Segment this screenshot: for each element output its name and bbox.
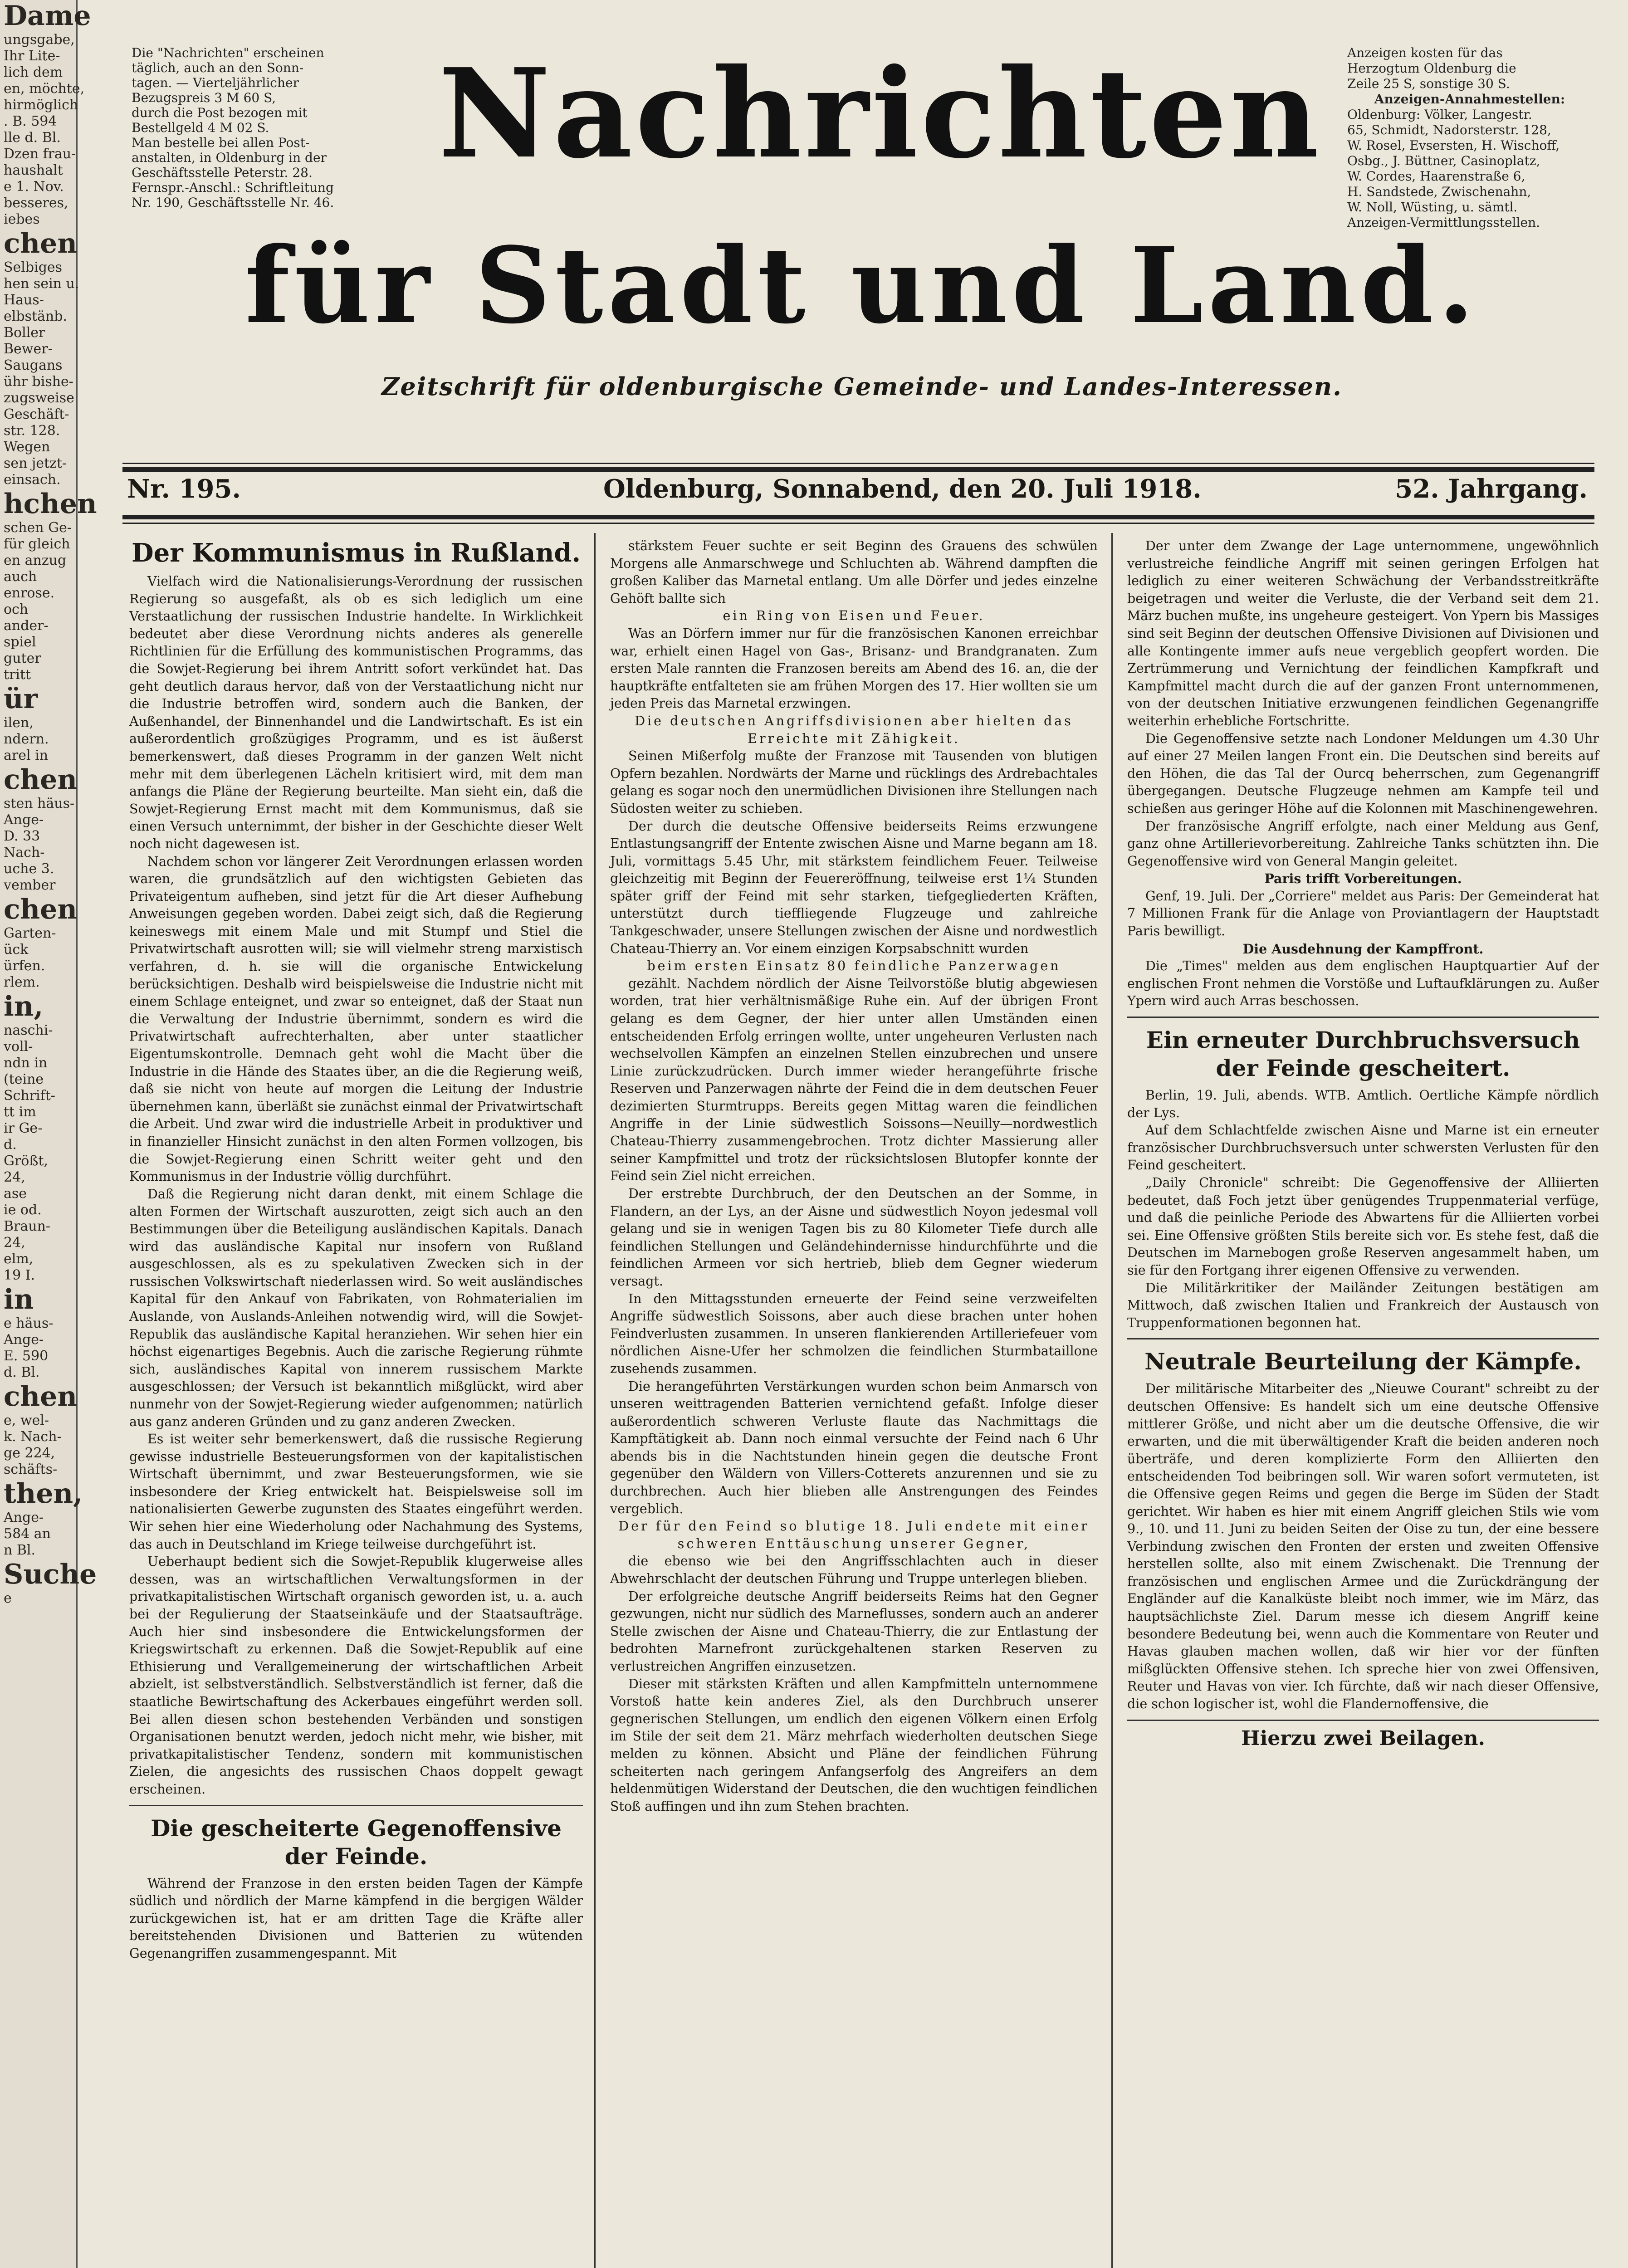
ad-office-line: Oldenburg: Völker, Langestr. xyxy=(1347,107,1532,122)
adjacent-page-fragment: 24, xyxy=(4,1235,25,1251)
ad-office-line: W. Rosel, Evsersten, H. Wischoff, xyxy=(1347,138,1560,153)
ad-price-line: Zeile 25 S, sonstige 30 S. xyxy=(1347,76,1510,91)
issue-date: Oldenburg, Sonnabend, den 20. Juli 1918. xyxy=(603,474,1202,504)
ad-office-line: 65, Schmidt, Nadorsterstr. 128, xyxy=(1347,122,1551,137)
adjacent-page-fragment: Dzen frau- xyxy=(4,146,76,162)
adjacent-page-fragment: besseres, xyxy=(4,195,68,211)
adjacent-page-fragment: chen xyxy=(4,1381,77,1413)
article-body-kommunismus xyxy=(129,573,583,1799)
header-rule-top-thick xyxy=(122,467,1594,472)
adjacent-page-fragment: E. 590 xyxy=(4,1348,49,1364)
adjacent-page-fragment: Braun- xyxy=(4,1218,51,1234)
adjacent-page-fragment: haushalt xyxy=(4,162,63,178)
adjacent-page-fragment: Größt, xyxy=(4,1153,48,1169)
ad-office-line: Anzeigen-Vermittlungsstellen. xyxy=(1347,215,1540,230)
article-paragraph: Ueberhaupt bedient sich die Sowjet-Republik klugerweise alles dessen, was an wirtschaftlichen Verwaltungsformen in der privatkapitalistischen Wirtschaft organisch geworden ist, u. a. auch bei der Regulierung der Staatseinkäufe und der Staatsaufträge. Auch hier sind insbesondere die Entwickelungsformen der Kriegswirtschaft zu erkennen. Daß die Sowjet-Republik auf eine Ethisierung und Verallgemeinerung der wirtschaftlichen Arbeit abzielt, ist selbstverständlich. Selbstverständlich ist ferner, daß die staatliche Bewirtschaftung des Ackerbaues eingeführt werden soll. Bei allen diesen schon bestehenden Verbänden und sonstigen Organisationen benutzt werden, jedoch nicht mehr, wie bisher, mit privatkapitalistischer Tendenz, sondern mit kommunistischen Zielen, die angesichts des russischen Chaos doppelt gewagt erscheinen. xyxy=(129,1554,583,1797)
subscription-info-line: tagen. — Vierteljährlicher xyxy=(132,75,299,90)
adjacent-page-fragment: e häus- xyxy=(4,1315,54,1331)
article-heading-durchbruchsversuch: Ein erneuter Durchbruchsversuch der Feinde gescheitert. xyxy=(1146,1026,1580,1082)
adjacent-page-fragment: en, möchte, xyxy=(4,81,85,97)
article-paragraph: Die Gegenoffensive setzte nach Londoner Meldungen um 4.30 Uhr auf einer 27 Meilen langen Front ein. Die Deutschen sind bereits auf den Höhen, die das Tal der Ourcq beherrschen, zum Gegenangriff übergegangen. Deutsche Flugzeuge nehmen am Kampfe teil und schießen aus geringer Höhe auf die Kolonnen mit Maschinengewehren. xyxy=(1127,731,1599,816)
article-paragraph: Die herangeführten Verstärkungen wurden schon beim Anmarsch von unseren weittragenden Batterien vernichtend gefaßt. Infolge dieser außerordentlich schweren Verluste flaute das Nachmittags die Kampftätigkeit ab. Dann noch einmal versuchte der Feind nach 6 Uhr abends bis in die Nachtstunden hinein gegen die deutsche Front gegenüber den Wäldern von Villers-Cotterets anzurennen und sie zu durchbrechen. Auch hier blieben alle Anstrengungen des Feindes vergeblich. xyxy=(610,1378,1098,1516)
article-paragraph: Der für den Feind so blutige 18. Juli endete mit einer schweren Enttäuschung unserer Gegner, xyxy=(618,1519,1090,1551)
adjacent-page-fragment: rlem. xyxy=(4,974,40,990)
article-heading-kommunismus: Der Kommunismus in Rußland. xyxy=(132,538,581,568)
ad-office-line: H. Sandstede, Zwischenahn, xyxy=(1347,184,1531,199)
article-paragraph: In den Mittagsstunden erneuerte der Feind seine verzweifelten Angriffe südwestlich Soissons, aber auch diese brachen unter hohen Feindverlusten zusammen. In unseren flankierenden Artilleriefeuer vom nördlichen Aisne-Ufer her schmolzen die feindlichen Sturmbataillone zusehends zusammen. xyxy=(610,1291,1098,1376)
adjacent-page-fragment: spiel xyxy=(4,634,36,650)
subscription-info-line: täglich, auch an den Sonn- xyxy=(132,60,304,75)
adjacent-page-fragment: ungsgabe, xyxy=(4,32,75,48)
adjacent-page-fragment: hirmöglich xyxy=(4,97,78,113)
newspaper-subtitle: Zeitschrift für oldenburgische Gemeinde- und Landes-Interessen. xyxy=(381,372,1342,401)
adjacent-page-fragment: ndern. xyxy=(4,731,49,747)
column-rule-2 xyxy=(1111,533,1113,2268)
adjacent-page-fragment: ürfen. xyxy=(4,958,45,974)
column-3 xyxy=(1127,538,1599,2268)
adjacent-page-fragment: 19 I. xyxy=(4,1267,35,1283)
adjacent-page-fragment: ür xyxy=(4,683,38,715)
adjacent-page-fragment: Ange- xyxy=(4,1510,44,1525)
adjacent-page-fragment: ge 224, xyxy=(4,1445,55,1461)
article-heading-neutrale-beurteilung: Neutrale Beurteilung der Kämpfe. xyxy=(1144,1348,1582,1375)
adjacent-page-fragment: in, xyxy=(4,991,44,1022)
ad-price-line: Anzeigen kosten für das xyxy=(1347,45,1503,60)
adjacent-page-fragment: then, xyxy=(4,1478,83,1510)
adjacent-page-fragment: elm, xyxy=(4,1251,34,1267)
adjacent-page-fragment: Bewer- xyxy=(4,341,53,357)
article-separator xyxy=(129,1805,583,1806)
adjacent-page-fragment: naschi- xyxy=(4,1022,53,1038)
issue-number: Nr. 195. xyxy=(127,474,241,504)
article-paragraph: Daß die Regierung nicht daran denkt, mit einem Schlage die alten Formen der Wirtschaft auszurotten, zeigt sich auch an den Bestimmungen über die Beteiligung ausländischen Kapitals. Danach wird das ausländische Kapital nur insofern von Rußland ausgeschlossen, als es zu spekulativen Zwecken sich in der russischen Volkswirtschaft niederlassen wird. So weit ausländisches Kapital für den Ankauf von Fabrikaten, von Rohmaterialien im Auslande, von Auslands-Anleihen notwendig wird, will die Sowjet-Republik das ausländische Kapital heranziehen. Wir sehen hier ein höchst eigenartiges Begebnis. Auch die zarische Regierung rühmte sich, ausländisches Kapital von innerem russischem Markte ausgeschlossen; der Versuch ist bekanntlich mißglückt, wird aber nunmehr von der Sowjet-Regierung wieder aufgenommen; natürlich aus ganz anderen Gründen und zu ganz anderen Zwecken. xyxy=(129,1186,583,1429)
adjacent-page-fragment: ndn in xyxy=(4,1055,48,1071)
adjacent-page-fragment: schäfts- xyxy=(4,1461,58,1477)
column-2 xyxy=(610,538,1098,2268)
ad-prices xyxy=(1347,45,1592,92)
article-separator xyxy=(1127,1338,1599,1339)
adjacent-page-fragment: schen Ge- xyxy=(4,520,72,536)
adjacent-page-fragment: ander- xyxy=(4,618,49,634)
adjacent-page-fragment: Saugans xyxy=(4,357,63,373)
adjacent-page-fragment: D. 33 xyxy=(4,828,40,844)
article-paragraph: Während der Franzose in den ersten beiden Tagen der Kämpfe südlich und nördlich der Marne kämpfend in die bergigen Wälder zurückgewichen ist, hat er am dritten Tage die Kräfte aller bereitstehenden Divisionen und Batterien zu wütenden Gegenangriffen zusammengespannt. Mit xyxy=(129,1876,583,1961)
adjacent-page-fragment: hen sein u. xyxy=(4,276,79,292)
article-paragraph: Nachdem schon vor längerer Zeit Verordnungen erlassen worden waren, die grundsätzlich auf den wichtigsten Gebieten das Privateigentum aufheben, sind jetzt für die Art dieser Aufhebung Anweisungen gegeben worden. Dabei zeigt sich, daß die Regierung keineswegs mit einem Male und mit Stumpf und Stiel die Privatwirtschaft ausrotten will; sie will vielmehr streng marxistisch verfahren, d. h. sie will die organische Entwickelung berücksichtigen. Deshalb wird beispielsweise die Industrie nicht mit einem Schlage enteignet, und zwar so enteignet, daß der Staat nun die Verwaltung der Industrie übernimmt, sondern es wird die Privatwirtschaft aufrechterhalten, aber unter staatlicher Eigentumskontrolle. Demnach geht wohl die Macht über die Industrie in die Hände des Staates über, an die die Regierung weiß, daß sie nicht von heute auf morgen die Leitung der Industrie übernehmen kann, überläßt sie zunächst einmal der Privatwirtschaft die Arbeit. Und zwar wird die industrielle Arbeit in produktiver und in finanzieller Hinsicht zunächst in den alten Formen vollzogen, bis die Sowjet-Regierung einen Schritt weiter geht und den Kommunismus in der Industrie völlig durchführt. xyxy=(129,854,583,1184)
subscription-info xyxy=(132,45,386,210)
adjacent-page-fragment: d. xyxy=(4,1137,17,1153)
article-heading-gegenoffensive: Die gescheiterte Gegenoffensive der Feinde. xyxy=(151,1814,562,1870)
adjacent-page-fragment: ühr bishe- xyxy=(4,374,73,390)
article-paragraph: Was an Dörfern immer nur für die französischen Kanonen erreichbar war, erhielt einen Hagel von Gas-, Brisanz- und Brandgranaten. Zum ersten Male rannten die Franzosen bereits am Abend des 16. an, die der hauptkräfte entfalteten sie am frühen Morgen des 17. Hier wollten sie um jeden Preis das Marnetal erzwingen. xyxy=(610,626,1098,711)
adjacent-page-fragment: chen xyxy=(4,228,77,259)
column-1 xyxy=(129,538,583,2268)
adjacent-page-fragment: Geschäft- xyxy=(4,406,69,422)
adjacent-page-fragment: Dame xyxy=(4,0,91,32)
subscription-info-line: Die "Nachrichten" erscheinen xyxy=(132,45,324,60)
adjacent-page-fragment: elbstänb. xyxy=(4,308,67,324)
article-paragraph: „Daily Chronicle" schreibt: Die Gegenoffensive der Alliierten bedeutet, daß Foch jetzt über genügendes Truppenmaterial verfüge, und daß die peinliche Periode des Abwartens für die Alliierten vorbei sei. Eine Offensive größten Stils bereite sich vor. Es stehe fest, daß die Deutschen im Marnebogen große Reserven angesammelt haben, um sie für den Fortgang ihrer eigenen Offensive zu verwenden. xyxy=(1127,1175,1599,1278)
article-paragraph: Die Militärkritiker der Mailänder Zeitungen bestätigen am Mittwoch, daß zwischen Italien und Frankreich der Austausch von Truppenformationen begonnen hat. xyxy=(1127,1280,1599,1330)
article-paragraph: stärkstem Feuer suchte er seit Beginn des Grauens des schwülen Morgens alle Anmarschwege und Schluchten ab. Während dampften die großen Kaliber das Marnetal entlang. Um alle Dörfer und jedes einzelne Gehöft ballte sich xyxy=(610,538,1098,606)
adjacent-page-fragment: (teine xyxy=(4,1071,44,1087)
article-paragraph: Die „Times" melden aus dem englischen Hauptquartier Auf der englischen Front nehmen die Vorstöße und Luftaufklärungen zu. Außer Ypern wird auch Arras beschossen. xyxy=(1127,958,1599,1009)
adjacent-page-fragment: guter xyxy=(4,650,41,666)
adjacent-page-fragment: tt im xyxy=(4,1104,36,1120)
subscription-info-line: Bezugspreis 3 M 60 S, xyxy=(132,90,276,105)
article-paragraph: Der militärische Mitarbeiter des „Nieuwe Courant" schreibt zu der deutschen Offensive: Es handelt sich um eine deutsche Offensive mittlerer Größe, und nicht aber um die deutsche Offensive, die wir erwarten, und die mit überwältigender Kraft die beiden anderen noch überträfe, und deren komplizierte Form den Alliierten den entscheidenden Tod beibringen soll. Wir waren sofort vermuteten, ist die Offensive gegen Reims und gegen die Berge im Süden der Stadt gerichtet. Wir haben es hier mit einem Angriff gleichen Stils wie vom 9., 10. und 11. Juni zu beiden Seiten der Oise zu tun, der eine bessere Verbindung zwischen den Fronten der ersten und zweiten Offensive herstellen sollte, also mit einem Zwischenakt. Die Trennung der französischen und englischen Armee und die Zurückdrängung der Engländer auf die Kanalküste bleibt noch immer, wie im März, das hauptsächlichste Ziel. Darum messe ich diesem Angriff keine besondere Bedeutung bei, wenn auch die Kommentare von Reuter und Havas glauben machen wollen, daß wir hier vor der fünften mißglückten Offensive stehen. Ich spreche hier von zwei Offensiven, Reuter und Havas von vier. Ich fürchte, daß wir nach dieser Offensive, die schon logischer ist, wohl die Flandernoffensive, die xyxy=(1127,1381,1599,1712)
adjacent-page-fragment: . B. 594 xyxy=(4,113,57,129)
article-separator xyxy=(1127,1720,1599,1721)
adjacent-page-fragment: sen jetzt- xyxy=(4,455,67,471)
article-paragraph: gezählt. Nachdem nördlich der Aisne Teilvorstöße blutig abgewiesen worden, trat hier verhältnismäßige Ruhe ein. Auf der übrigen Front gelang es dem Gegner, der hier unter allen Umständen einen entscheidenden Erfolg erringen wollte, unter ungeheuren Verlusten nach wechselvollen Kämpfen an einzelnen Stellen einzubrechen und unsere Linie zurückzudrücken. Durch immer wieder herangeführte frische Reserven und Panzerwagen nährte der Feind die in dem deutschen Feuer dezimierten Sturmtrupps. Bereits gegen Mittag waren die feindlichen Angriffe in der Linie südwestlich Soissons—Neuilly—nordwestlich Chateau-Thierry zusammengebrochen. Trotz dichter Massierung aller seiner Kampfmittel und trotz der rücksichtslosen Blutopfer konnte der Feind sein Ziel nicht erreichen. xyxy=(610,976,1098,1184)
article-paragraph: die ebenso wie bei den Angriffsschlachten auch in dieser Abwehrschlacht der deutschen Führung und Truppe unterlegen blieben. xyxy=(610,1554,1098,1587)
newspaper-title-line2: für Stadt und Land. xyxy=(244,225,1479,347)
subscription-info-line: Nr. 190, Geschäftsstelle Nr. 46. xyxy=(132,195,334,210)
adjacent-page-fragment: vember xyxy=(4,877,56,893)
adjacent-page-fragment: auch xyxy=(4,569,37,585)
header-rule-bottom-thin xyxy=(122,523,1594,524)
adjacent-page-fragment: Ange- xyxy=(4,812,44,828)
newspaper-title-line1: Nachrichten xyxy=(438,41,1322,186)
ad-offices-list xyxy=(1347,107,1592,230)
adjacent-page-fragment: Suche xyxy=(4,1559,97,1590)
adjacent-page-fragment: Wegen xyxy=(4,439,50,455)
adjacent-page-fragment: zugsweise xyxy=(4,390,74,406)
column-rule-1 xyxy=(594,533,596,2268)
article-paragraph: Auf dem Schlachtfelde zwischen Aisne und Marne ist ein erneuter französischer Durchbruchsversuch unter schwersten Verlusten für den Feind gescheitert. xyxy=(1127,1123,1599,1173)
article-separator xyxy=(1127,1017,1599,1018)
article-paragraph: Es ist weiter sehr bemerkenswert, daß die russische Regierung gewisse industrielle Besteuerungsformen von der kapitalistischen Wirtschaft übernimmt, und zwar Besteuerungsformen, wie sie insbesondere der Krieg entwickelt hat. Beispielsweise soll im nationalisierten Gewerbe zugunsten des Staates eingeführt werden. Wir sehen hier eine Wiederholung oder Nachahmung des Systems, das auch in Deutschland im Kriege teilweise durchgeführt ist. xyxy=(129,1432,583,1552)
subscription-info-line: durch die Post bezogen mit xyxy=(132,105,308,120)
adjacent-page-fragment: ir Ge- xyxy=(4,1120,43,1136)
adjacent-page-fragment: e, wel- xyxy=(4,1413,49,1428)
article-paragraph: ein Ring von Eisen und Feuer. xyxy=(723,608,985,624)
article-paragraph: Die Ausdehnung der Kampffront. xyxy=(1242,941,1484,957)
article-paragraph: Der erstrebte Durchbruch, der den Deutschen an der Somme, in Flandern, an der Lys, an der Aisne und südwestlich Noyon jedesmal voll gelang und sie in wenigen Tagen bis zu 80 Kilometer Tiefe durch alle feindlichen Stellungen und Geländehindernisse hindurchführte und die feindlichen Armeen vor sich hertrieb, blieb dem Gegner wiederum versagt. xyxy=(610,1186,1098,1289)
article-body-gegenoffensive xyxy=(129,1875,583,1963)
adjacent-page-fragment: d. Bl. xyxy=(4,1364,40,1380)
adjacent-page-fragment: hchen xyxy=(4,488,97,520)
article-paragraph: Der französische Angriff erfolgte, nach einer Meldung aus Genf, ganz ohne Artillerievorbereitung. Zahlreiche Tanks schützten ihn. Die Gegenoffensive wird von General Mangin geleitet. xyxy=(1127,818,1599,869)
adjacent-page-fragment: uche 3. xyxy=(4,861,54,877)
article-paragraph: Genf, 19. Juli. Der „Corriere" meldet aus Paris: Der Gemeinderat hat 7 Millionen Frank für die Anlage von Proviantlagern der Hauptstadt Paris bewilligt. xyxy=(1127,888,1599,939)
adjacent-page-strip xyxy=(0,0,97,2268)
adjacent-page-fragment: k. Nach- xyxy=(4,1429,62,1445)
adjacent-page-fragment: ie od. xyxy=(4,1202,42,1218)
adjacent-page-fragment: Schrift- xyxy=(4,1088,55,1104)
adjacent-page-fragment: en anzug xyxy=(4,552,67,568)
adjacent-page-fragment: ase xyxy=(4,1186,27,1202)
subscription-info-line: anstalten, in Oldenburg in der xyxy=(132,150,327,165)
adjacent-page-fragment: iebes xyxy=(4,211,40,227)
adjacent-page-fragment: str. 128. xyxy=(4,423,60,439)
issue-year: 52. Jahrgang. xyxy=(1395,474,1588,504)
ad-office-line: Osbg., J. Büttner, Casinoplatz, xyxy=(1347,153,1540,168)
adjacent-page-fragment: Selbiges xyxy=(4,259,63,275)
article-body-continued-2 xyxy=(1127,538,1599,1010)
subscription-info-line: Fernspr.-Anschl.: Schriftleitung xyxy=(132,180,334,195)
adjacent-page-fragment: n Bl. xyxy=(4,1542,36,1558)
adjacent-page-fragment: Ihr Lite- xyxy=(4,48,60,64)
adjacent-page-fragment: arel in xyxy=(4,748,49,763)
adjacent-page-fragment: chen xyxy=(4,894,77,925)
adjacent-page-fragment: Ange- xyxy=(4,1332,44,1348)
adjacent-page-fragment: Haus- xyxy=(4,292,44,308)
adjacent-page-fragment: chen xyxy=(4,764,77,796)
article-paragraph: Berlin, 19. Juli, abends. WTB. Amtlich. Oertliche Kämpfe nördlich der Lys. xyxy=(1127,1088,1599,1120)
article-body-neutrale-beurteilung xyxy=(1127,1380,1599,1713)
supplement-note: Hierzu zwei Beilagen. xyxy=(1241,1726,1485,1750)
article-paragraph: Der erfolgreiche deutsche Angriff beiderseits Reims hat den Gegner gezwungen, nicht nur südlich des Marneflusses, sondern auch an anderer Stelle zwischen der Aisne und Chateau-Thierry, die zur Entlastung der bedrohten Marnefront zurückgehaltenen starken Reserven zu verlustreichen Angriffen einzusetzen. xyxy=(610,1589,1098,1674)
article-paragraph: Dieser mit stärksten Kräften und allen Kampfmitteln unternommene Vorstoß hatte kein anderes Ziel, als den Durchbruch unserer gegnerischen Stellungen, um endlich den eigenen Völkern einen Erfolg im Stile der seit dem 21. März mehrfach wiederholten deutschen Siege melden zu können. Absicht und Pläne der feindlichen Führung scheiterten nach geringem Anfangserfolg des Angreifers an dem heldenmütigen Widerstand der Deutschen, die den wuchtigen feindlichen Stoß auffingen und ihn zum Stehen brachten. xyxy=(610,1676,1098,1814)
ad-offices-heading: Anzeigen-Annahmestellen: xyxy=(1374,92,1565,107)
adjacent-page-fragment: lle d. Bl. xyxy=(4,130,61,146)
issue-line xyxy=(127,474,1588,510)
header-rule-bottom xyxy=(122,515,1594,519)
adjacent-page-fragment: e xyxy=(4,1590,12,1606)
adjacent-page-fragment: e 1. Nov. xyxy=(4,179,64,195)
adjacent-page-fragment: in xyxy=(4,1284,34,1315)
adjacent-page-fragment: 24, xyxy=(4,1169,25,1185)
article-paragraph: Seinen Mißerfolg mußte der Franzose mit Tausenden von blutigen Opfern bezahlen. Nordwärts der Marne und rücklings des Ardrebachtales gelang es sogar noch den unermüdlichen Divisionen ihre Stellungen nach Südosten weiter zu schieben. xyxy=(610,748,1098,816)
adjacent-page-fragment: ück xyxy=(4,942,29,958)
article-body-continued xyxy=(610,538,1098,1815)
header-rule-top xyxy=(122,463,1594,464)
adjacent-page-fragment: tritt xyxy=(4,667,31,683)
adjacent-page-fragment: sten häus- xyxy=(4,796,75,811)
article-paragraph: Vielfach wird die Nationalisierungs-Verordnung der russischen Regierung so ausgefaßt, als ob es sich lediglich um eine Verstaatlichung der russischen Industrie handelte. In Wirklichkeit bedeutet aber diese Verordnung nichts anderes als generelle Richtlinien für die Erfüllung des kommunistischen Programms, das die Sowjet-Regierung bei ihrem Antritt sofort verkündet hat. Das geht deutlich daraus hervor, daß von der Verstaatlichung nicht nur die Industrie betroffen wird, sondern auch die Banken, der Außenhandel, der Binnenhandel und die Landwirtschaft. Es ist ein außerordentlich großzügiges Programm, und es ist äußerst bemerkenswert, daß dieses Programm in der ganzen Welt nicht mehr mit dem überlegenen Lächeln kritisiert wird, mit dem man anfangs die Pläne der Regierung beurteilte. Man sieht ein, daß die Sowjet-Regierung Ernst macht mit dem Kommunismus, daß sie einen Versuch unternimmt, der bisher in der Geschichte dieser Welt noch nicht dagewesen ist. xyxy=(129,574,583,851)
article-paragraph: Paris trifft Vorbereitungen. xyxy=(1264,871,1462,887)
masthead xyxy=(122,36,1606,445)
article-body-durchbruchsversuch xyxy=(1127,1087,1599,1332)
adjacent-page-fragment: ilen, xyxy=(4,715,34,731)
subscription-info-line: Man bestelle bei allen Post- xyxy=(132,135,310,150)
adjacent-page-fragment: einsach. xyxy=(4,472,61,488)
ad-office-line: W. Noll, Wüsting, u. sämtl. xyxy=(1347,200,1518,215)
adjacent-page-fragment: Boller xyxy=(4,325,45,341)
adjacent-page-fragment: Nach- xyxy=(4,845,45,860)
article-paragraph: beim ersten Einsatz 80 feindliche Panzerwagen xyxy=(647,958,1061,974)
subscription-info-line: Geschäftsstelle Peterstr. 28. xyxy=(132,165,313,180)
adjacent-page-fragment: och xyxy=(4,601,29,617)
adjacent-page-fragment: enrose. xyxy=(4,585,55,601)
ad-office-line: W. Cordes, Haarenstraße 6, xyxy=(1347,169,1525,184)
article-paragraph: Der durch die deutsche Offensive beiderseits Reims erzwungene Entlastungsangriff der Entente zwischen Aisne und Marne begann am 18. Juli, vormittags 5.45 Uhr, mit stärkstem feindlichem Feuer. Teilweise gleichzeitig mit Beginn der Feuereröffnung, teilweise erst 1¼ Stunden später griff der Feind mit sehr starken, tiefgegliederten Kräften, unterstützt durch tieffliegende Flugzeuge und zahlreiche Tankgeschwader, unsere Stellungen zwischen der Aisne und nordwestlich Chateau-Thierry an. Vor einem einzigen Korpsabschnitt wurden xyxy=(610,818,1098,956)
article-paragraph: Der unter dem Zwange der Lage unternommene, ungewöhnlich verlustreiche feindliche Angriff mit seinen geringen Erfolgen hat lediglich zu einer weiteren Schwächung der Verbandsstreitkräfte beigetragen und weiter die Verluste, die der Verband seit dem 21. März buchen mußte, ins ungeheure gesteigert. Von Ypern bis Massiges sind seit Beginn der deutschen Offensive Divisionen auf Divisionen und alle Kontingente immer aufs neue vergeblich geopfert worden. Die Zertrümmerung und Vernichtung der feindlichen Kampfkraft und Kampfmittel macht durch die auf der ganzen Front unternommenen, von der deutschen Initiative erzwungenen feindlichen Gegenangriffe weiterhin erhebliche Fortschritte. xyxy=(1127,538,1599,728)
subscription-info-line: Bestellgeld 4 M 02 S. xyxy=(132,120,269,135)
adjacent-page-fragment: Garten- xyxy=(4,925,56,941)
adjacent-page-fragment: voll- xyxy=(4,1039,33,1055)
adjacent-page-fragment: 584 an xyxy=(4,1526,51,1542)
advertising-info xyxy=(1347,45,1592,230)
ad-price-line: Herzogtum Oldenburg die xyxy=(1347,61,1516,76)
adjacent-page-fragment: für gleich xyxy=(4,536,70,552)
article-paragraph: Die deutschen Angriffsdivisionen aber hielten das Erreichte mit Zähigkeit. xyxy=(635,713,1073,746)
adjacent-page-fragment: lich dem xyxy=(4,64,63,80)
